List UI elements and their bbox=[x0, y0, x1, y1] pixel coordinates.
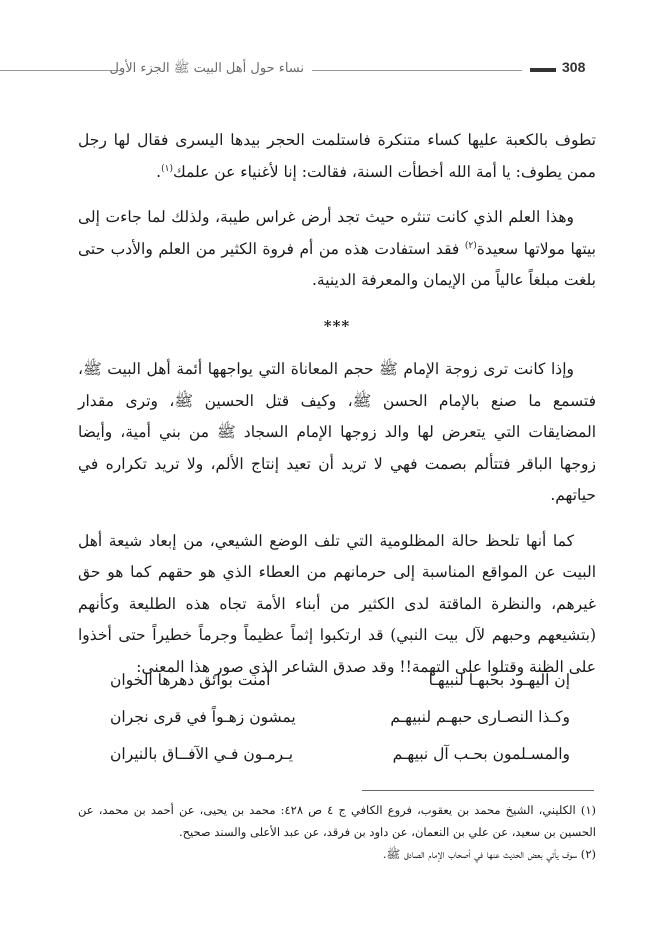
header-rule-right bbox=[312, 70, 522, 71]
verse bbox=[110, 662, 570, 699]
running-title: نساء حول أهل البيت ﷺ الجزء الأول bbox=[109, 61, 304, 76]
footnote: (٢) سوف يأتي بعض الحديث عنها في أصحاب الإمام الصادق ﷺ. bbox=[382, 847, 596, 861]
verse-first-hemistich: وكـذا النصـارى حبهـم لنبيهـم bbox=[390, 708, 570, 726]
paragraph: كما أنها تلحظ حالة المظلومية التي تلف الوضع الشيعي، من إبعاد شيعة أهل البيت عن المواقع المناسبة إلى حرمانهم من العطاء الذي هو حقهم كما هو حق غيرهم، والنظرة الماقتة لدى الكثير من أبناء الأمة تجاه هذه الطليعة وكأنهم (بتشيعهم وحبهم لآل بيت النبي) قد ارتكبوا إثماً عظيماً وجرماً خطيراً حتى أخذوا على الظنة وقتلوا على التهمة!! وقد صدق الشاعر الذي صور هذا المعنى: bbox=[78, 531, 596, 676]
verse-first-hemistich: والمسـلمون بحـب آل نبيهـم bbox=[392, 745, 570, 763]
header-rule-left bbox=[0, 70, 120, 71]
paragraph: وإذا كانت ترى زوجة الإمام ﷺ حجم المعاناة التي يواجهها أئمة أهل البيت ﷺ، فتسمع ما صنع بالإمام الحسن ﷺ، وكيف قتل الحسين ﷺ، وترى مقدار المضايقات التي يتعرض لها والد زوجها الإمام السجاد ﷺ من بني أمية، وأيضا زوجها الباقر فتتألم بصمت فهي لا تريد أن تعيد إنتاج الألم، ولا تريد تكراره في حياتهم. bbox=[78, 360, 596, 504]
footnote: (١) الكليني، الشيخ محمد بن يعقوب، فروع الكافي ج ٤ ص ٤٢٨: محمد بن يحيى، عن أحمد بن محمد، عن الحسين بن سعيد، عن علي بن النعمان، عن داود بن فرقد، عن عبد الأعلى والسند صحيح. bbox=[78, 803, 597, 839]
main-text bbox=[78, 125, 596, 697]
verse bbox=[110, 699, 570, 736]
verse-second-hemistich: يمشون زهـواً في قرى نجران bbox=[110, 708, 296, 726]
footnote-ref: (٢) bbox=[464, 240, 477, 251]
paragraph: وهذا العلم الذي كانت تنثره حيث تجد أرض غراس طيبة، ولذلك لما جاءت إلى بيتها مولاتها سعيدة$^{(٢)}$ فقد استفادت هذه من أم فروة الكثير من العلم والأدب حتى بلغت مبلغاً عالياً من الإيمان والمعرفة الدينية. bbox=[78, 208, 596, 289]
section-separator: *** bbox=[323, 316, 351, 335]
verse bbox=[110, 736, 570, 773]
paragraph: تطوف بالكعبة عليها كساء متنكرة فاستلمت الحجر بيدها اليسرى فقال لها رجل ممن يطوف: يا أمة الله أخطأت السنة، فقالت: إنا لأغنياء عن علمك$^{(١)}$. bbox=[78, 131, 596, 181]
verse-first-hemistich: إن اليهـود بحبهـا لنبيهـا bbox=[428, 671, 570, 689]
footnote-ref: (١) bbox=[161, 163, 173, 174]
poem bbox=[110, 662, 570, 773]
verse-second-hemistich: يـرمـون فـي الآفــاق بالنيران bbox=[110, 745, 294, 763]
verse-second-hemistich: أمنت بوائق دهرها الخوان bbox=[110, 671, 271, 689]
footnote-divider bbox=[362, 790, 594, 791]
page-header bbox=[0, 58, 669, 82]
footnotes bbox=[78, 799, 596, 865]
page-number: 308 bbox=[562, 59, 586, 75]
header-dash bbox=[530, 68, 556, 72]
